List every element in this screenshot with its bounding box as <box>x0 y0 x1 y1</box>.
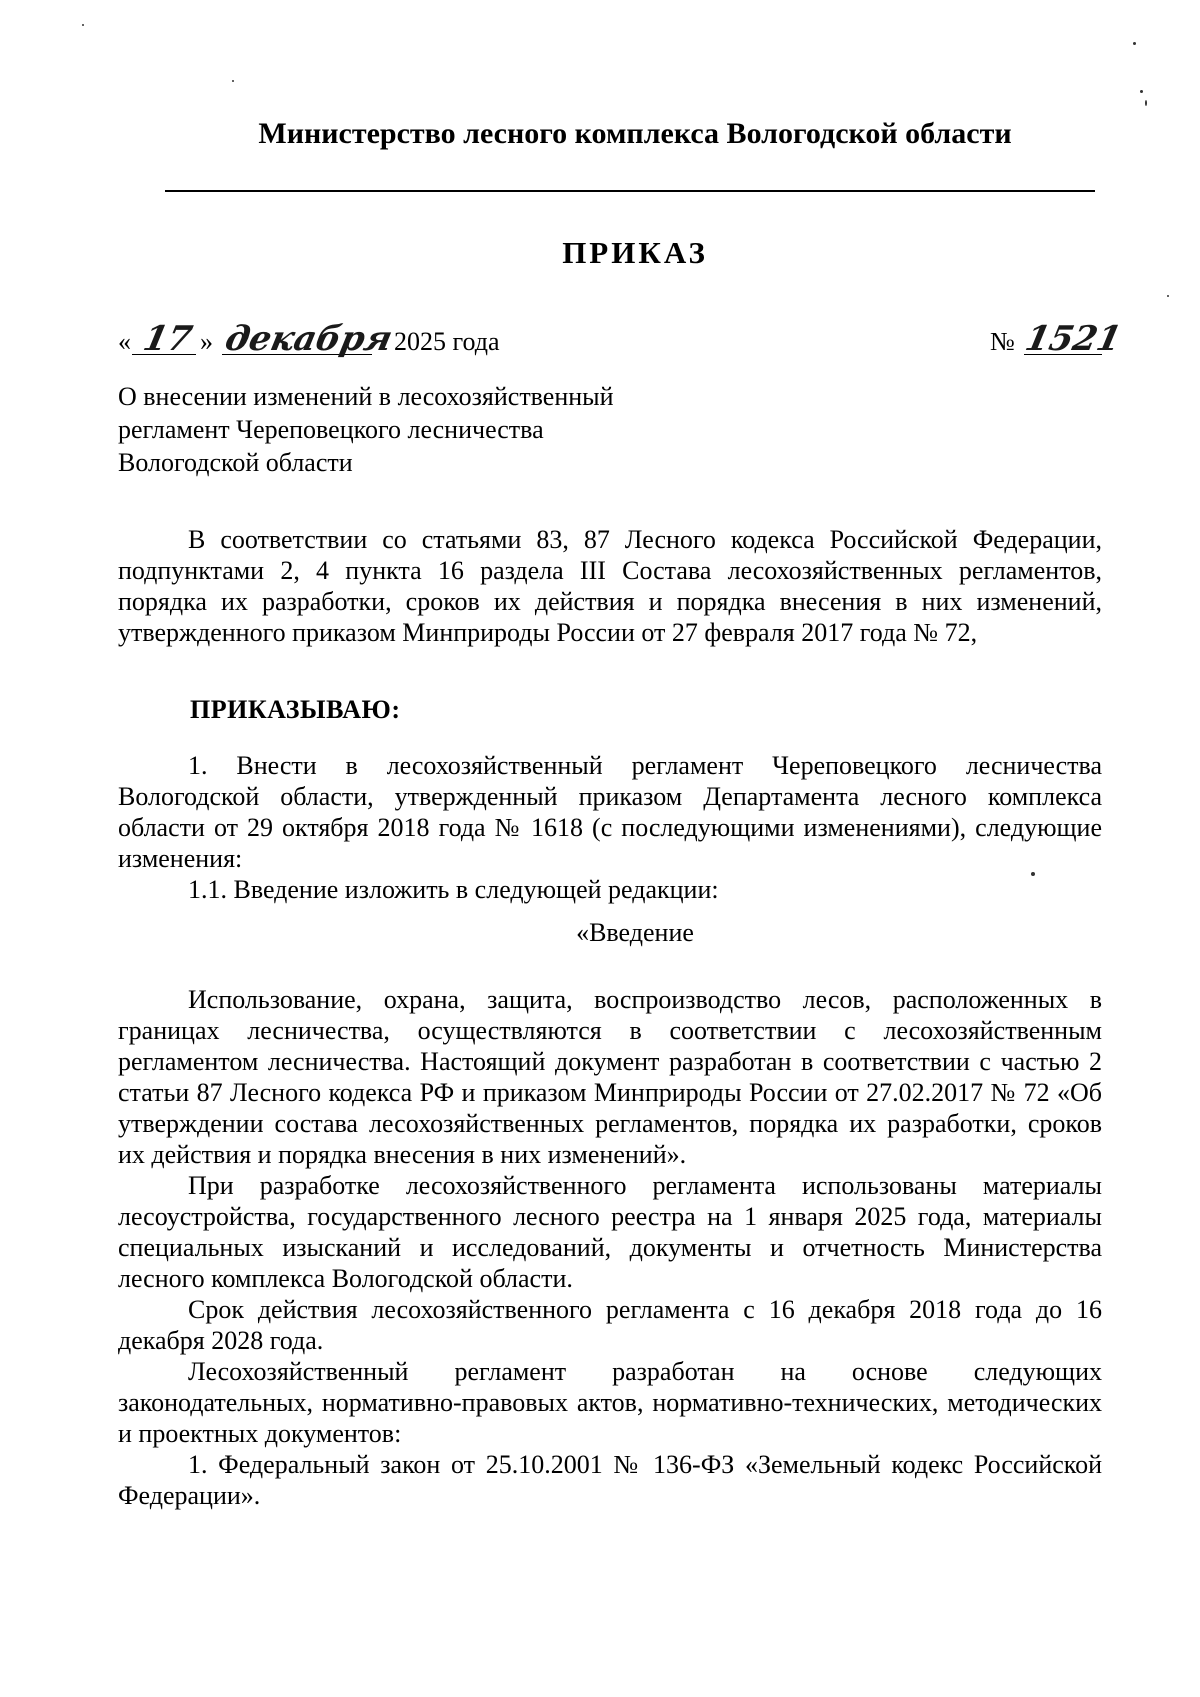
number-label: № <box>990 327 1015 356</box>
introduction-text <box>118 984 1102 1511</box>
scan-speck <box>82 24 84 26</box>
date-day-handwritten: 17 <box>139 319 196 359</box>
preamble-block <box>118 524 1102 648</box>
date-year: 2025 года <box>394 327 500 356</box>
order-date-number-row <box>118 313 1125 365</box>
scan-speck <box>1140 90 1143 93</box>
introduction-title: «Введение <box>576 918 694 947</box>
intro-paragraph: Срок действия лесохозяйственного регламента с 16 декабря 2018 года до 16 декабря 2028 года. <box>118 1295 1102 1355</box>
intro-paragraph: При разработке лесохозяйственного регламента использованы материалы лесоустройства, государственного лесного реестра на 1 января 2025 года, материалы специальных изысканий и исследований, документы и отчетность Министерства лесного комплекса Вологодской области. <box>118 1171 1102 1293</box>
subject-line: регламент Череповецкого лесничества <box>118 415 544 444</box>
header-divider <box>165 190 1095 192</box>
date-quote-open: « <box>118 327 131 356</box>
scan-speck <box>1167 295 1169 297</box>
scan-speck <box>1133 42 1136 45</box>
ministry-title: Министерство лесного комплекса Вологодской области <box>258 117 1012 150</box>
order-subject <box>118 380 614 479</box>
date-quote-close: » <box>200 327 213 356</box>
intro-paragraph: Лесохозяйственный регламент разработан на основе следующих законодательных, нормативно-правовых актов, нормативно-технических, методических и проектных документов: <box>118 1357 1102 1448</box>
document-type-title: ПРИКАЗ <box>562 235 708 270</box>
scan-speck <box>232 80 234 82</box>
clause-item-1-1: 1.1. Введение изложить в следующей редакции: <box>188 875 719 904</box>
subject-line: Вологодской области <box>118 448 353 477</box>
subject-line: О внесении изменений в лесохозяйственный <box>118 382 614 411</box>
preamble-paragraph: В соответствии со статьями 83, 87 Лесного кодекса Российской Федерации, подпунктами 2, 4 пункта 16 раздела III Состава лесохозяйственных регламентов, порядка их разработки, сроков их действия и порядка внесения в них изменений, утвержденного приказом Минприроды России от 27 февраля 2017 года № 72, <box>118 525 1102 647</box>
directive-heading: ПРИКАЗЫВАЮ: <box>190 695 401 724</box>
clause-block <box>118 750 1102 905</box>
intro-paragraph: Использование, охрана, защита, воспроизводство лесов, расположенных в границах лесничества, осуществляются в соответствии с лесохозяйственным регламентом лесничества. Настоящий документ разработан в соответствии с частью 2 статьи 87 Лесного кодекса РФ и приказом Минприроды России от 27.02.2017 № 72 «Об утверждении состава лесохозяйственных регламентов, порядка их разработки, сроков их действия и порядка внесения в них изменений». <box>118 985 1102 1169</box>
scan-speck <box>1145 100 1147 106</box>
order-number-handwritten: 1521 <box>1021 319 1125 359</box>
intro-paragraph: 1. Федеральный закон от 25.10.2001 № 136-ФЗ «Земельный кодекс Российской Федерации». <box>118 1450 1102 1510</box>
clause-item-1: 1. Внести в лесохозяйственный регламент Череповецкого лесничества Вологодской области, утвержденный приказом Департамента лесного комплекса области от 29 октября 2018 года № 1618 (с последующими изменениями), следующие изменения: <box>118 751 1102 873</box>
date-month-handwritten: декабря <box>221 319 396 359</box>
